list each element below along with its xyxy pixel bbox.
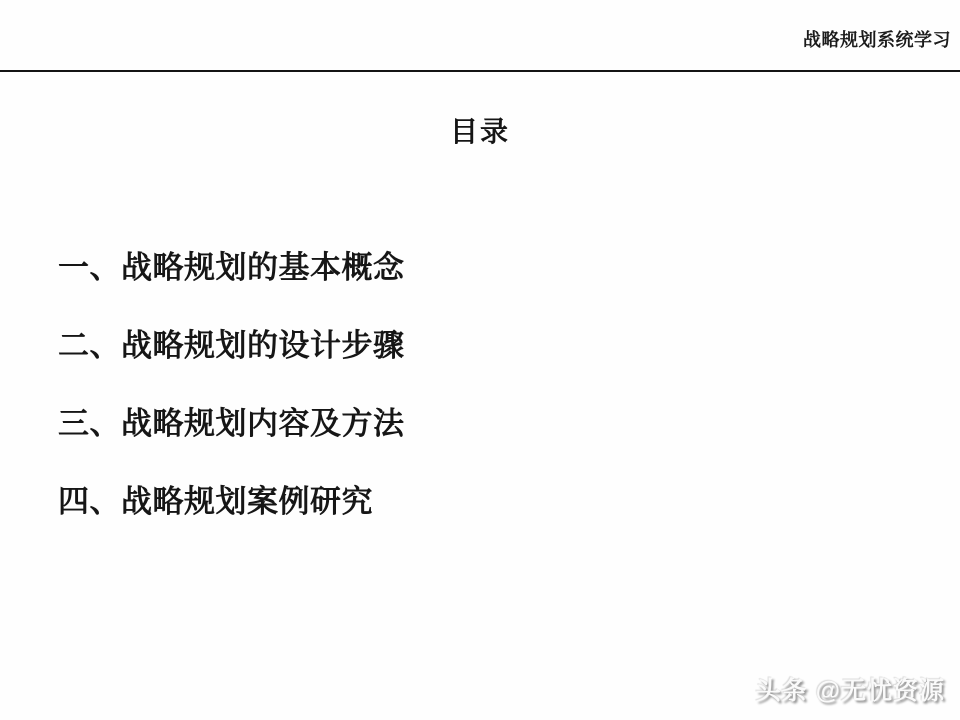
toc-item-3: 三、战略规划内容及方法	[58, 406, 405, 441]
header-title: 战略规划系统学习	[803, 30, 951, 50]
watermark: 头条 @无忧资源	[755, 677, 945, 705]
toc-item-4: 四、战略规划案例研究	[58, 484, 373, 519]
toc-item-1: 一、战略规划的基本概念	[58, 250, 405, 285]
header-divider	[0, 70, 960, 72]
toc-list	[58, 249, 405, 561]
toc-item-2: 二、战略规划的设计步骤	[58, 328, 405, 363]
page-title: 目录	[449, 116, 510, 147]
